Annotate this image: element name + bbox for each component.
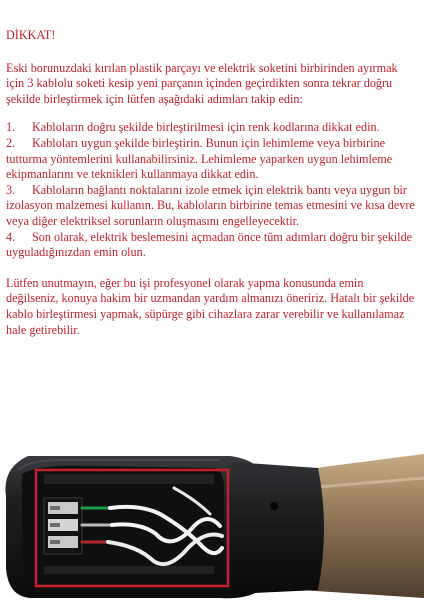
steps-list bbox=[6, 120, 418, 260]
step-number: 4. bbox=[6, 229, 16, 244]
step-text: Kabloların bağlantı noktalarını izole etmek için elektrik bantı veya uygun bir izolasyon malzemesi kullanın. Bu, kabloların birbirine temas etmesini ve kısa devre veya diğer elektriksel sorunların oluşmasını engelleyecektir. bbox=[6, 182, 415, 228]
screw-hole bbox=[270, 502, 278, 510]
step-text: Kabloların doğru şekilde birleştirilmesi için renk kodlarına dikkat edin. bbox=[32, 120, 380, 135]
handle-collar bbox=[232, 462, 324, 594]
step-text: Kabloları uygun şekilde birleştirin. Bunun için lehimleme veya birbirine tutturma yöntemlerini kullanabilirsiniz. Lehimleme yaparken uygun lehimleme ekipmanlarını ve teknikleri kullanmaya dikkat edin. bbox=[6, 135, 393, 182]
step-item bbox=[6, 183, 418, 230]
caution-note: Lütfen unutmayın, eğer bu işi profesyonel olarak yapma konusunda emin değilseniz, konuya hakim bir uzmandan yardım almanızı öneririz. Hatalı bir şekilde kablo birleştirmesi yapmak, süpürge gibi cihazlara zarar verebilir ve kullanılamaz hale getirebilir. bbox=[6, 275, 415, 337]
step-item bbox=[6, 120, 418, 136]
step-item bbox=[6, 230, 418, 261]
vacuum-handle-wiring-photo bbox=[0, 448, 424, 600]
step-item bbox=[6, 136, 418, 183]
step-text: Son olarak, elektrik beslemesini açmadan önce tüm adımları doğru bir şekilde uyguladığınızdan emin olun. bbox=[6, 229, 413, 260]
intro-paragraph: Eski borunuzdaki kırılan plastik parçayı ve elektrik soketini birbirinden ayırmak için 3 kablolu soketi kesip yeni parçanın içinden geçirdikten sonra tekrar doğru şekilde birleştirmek için lütfen aşağıdaki adımları takip edin: bbox=[6, 60, 398, 106]
step-number: 3. bbox=[6, 182, 16, 197]
three-pin-socket bbox=[44, 498, 82, 554]
step-number: 1. bbox=[6, 120, 16, 135]
instruction-document bbox=[6, 28, 418, 338]
step-number: 2. bbox=[6, 135, 16, 150]
warning-title: DİKKAT! bbox=[6, 28, 56, 42]
